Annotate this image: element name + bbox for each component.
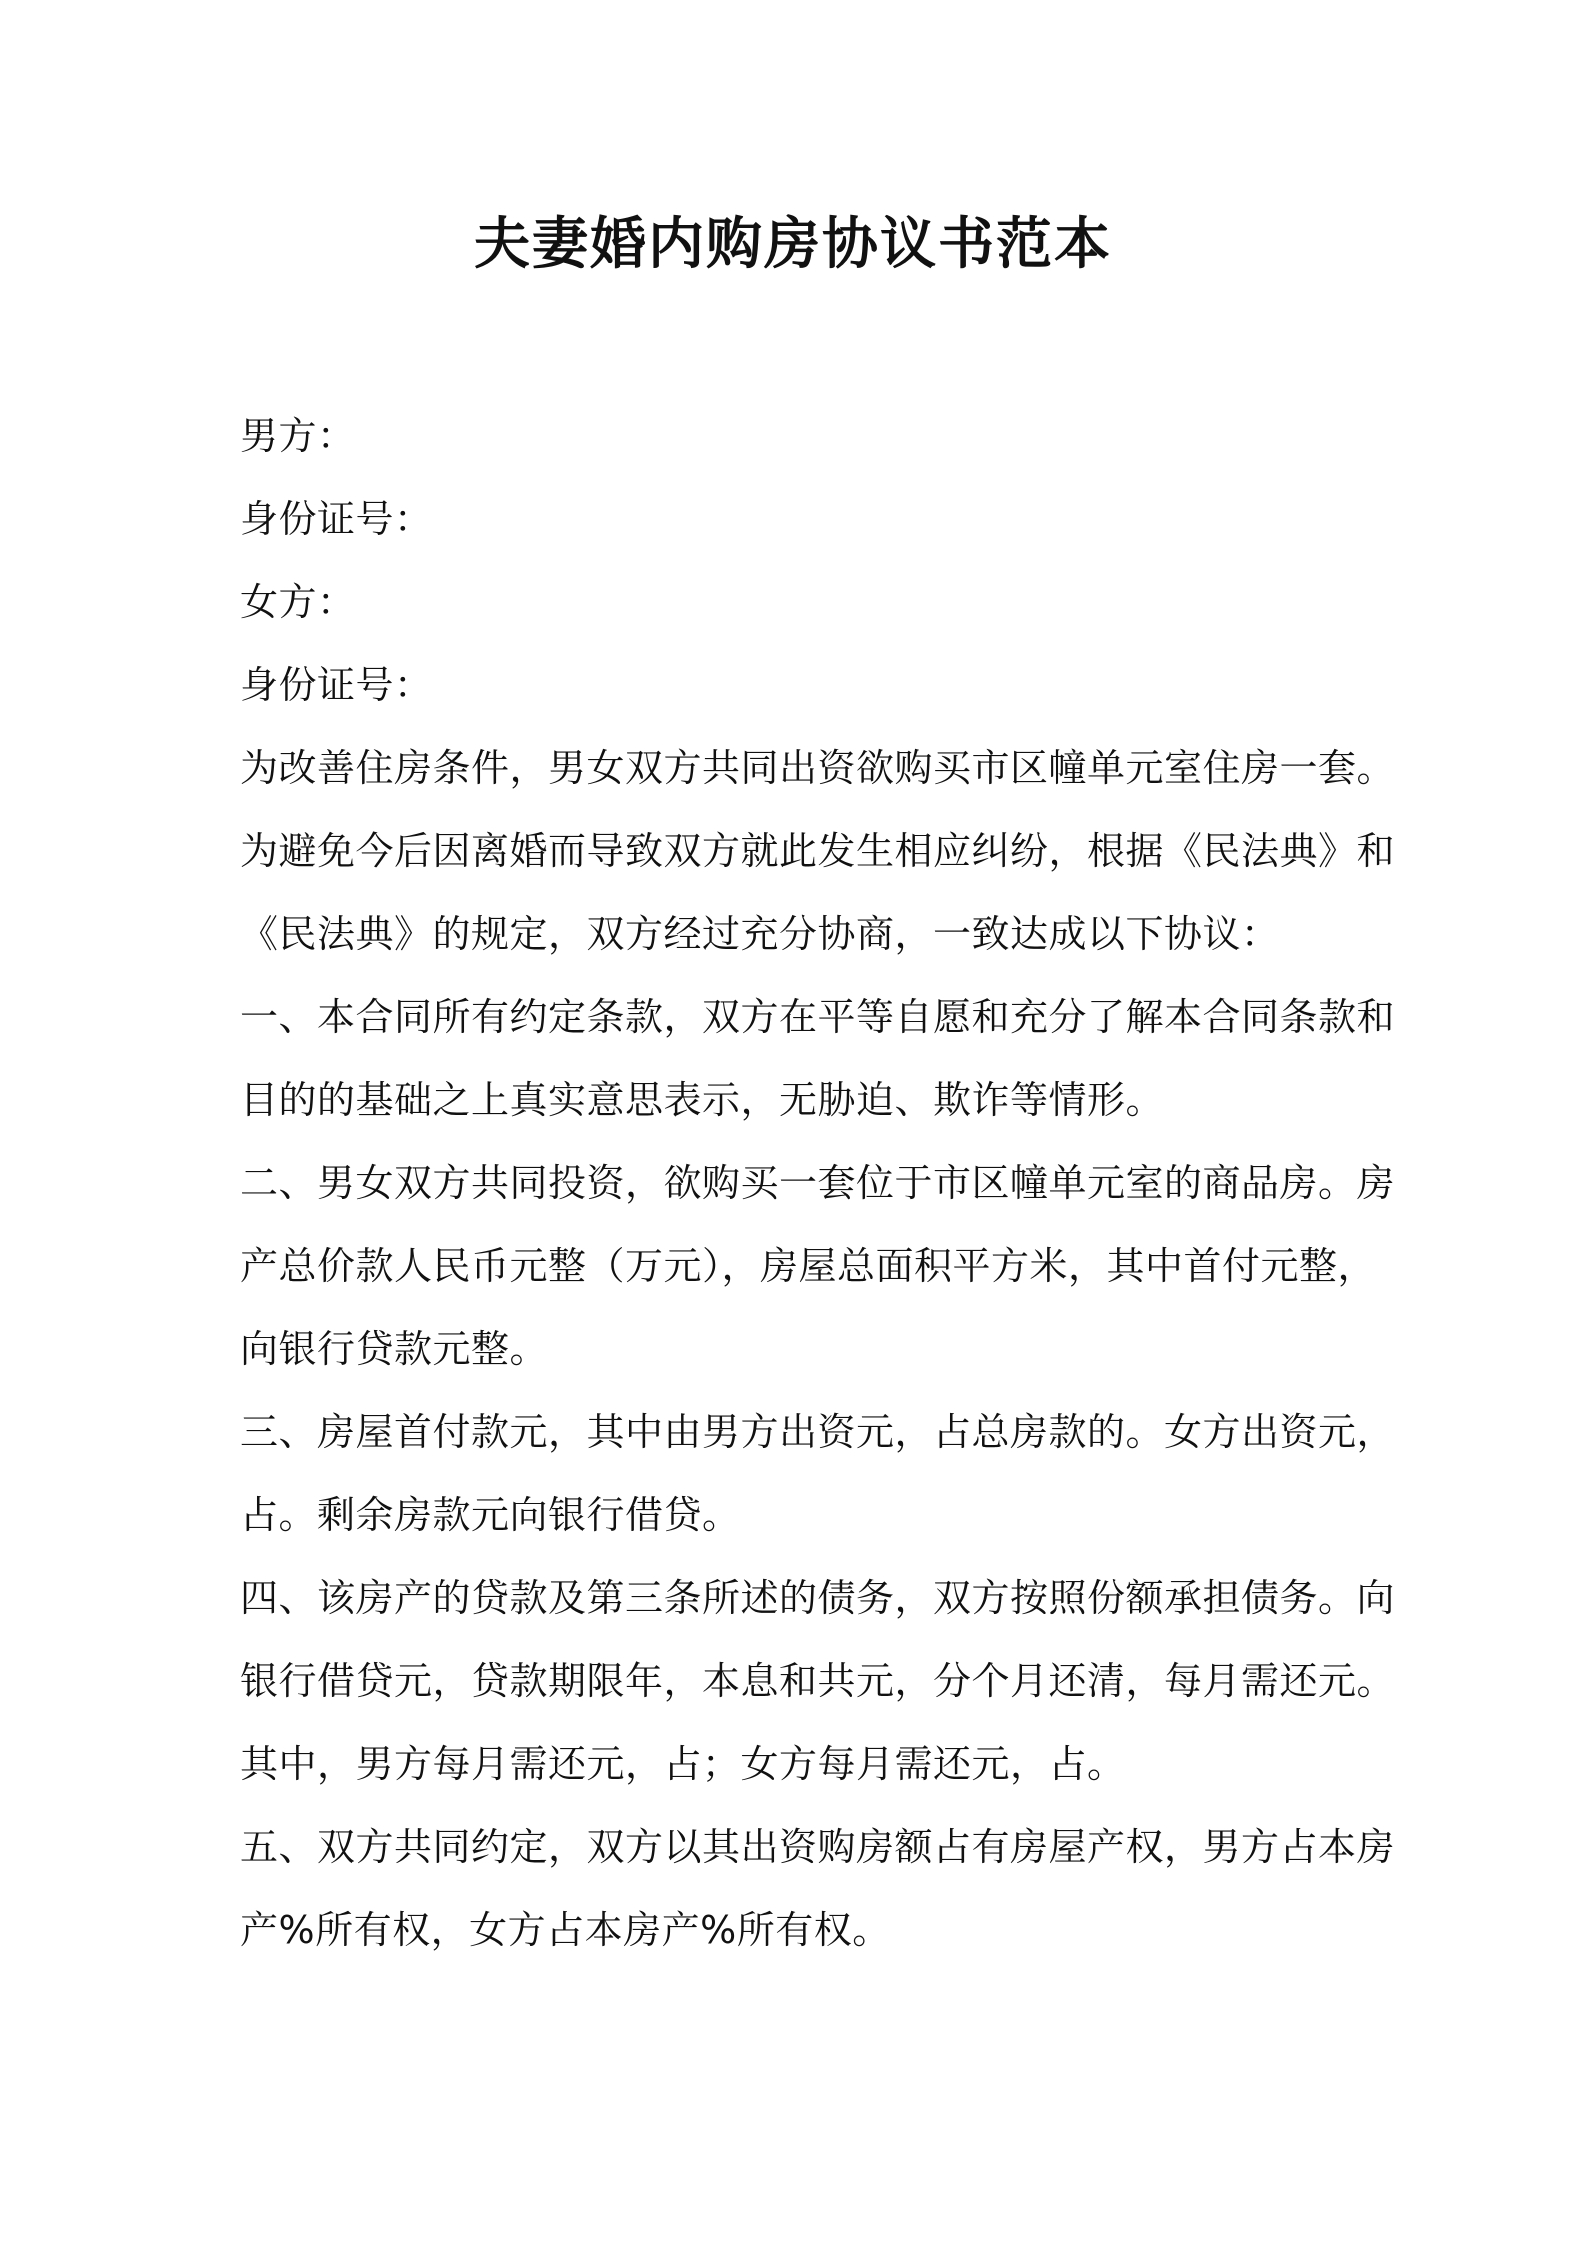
preamble-line: 《民法典》的规定，双方经过充分协商，一致达成以下协议： xyxy=(240,912,1280,956)
clause-2-line: 二、男女双方共同投资，欲购买一套位于市区幢单元室的商品房。房 xyxy=(240,1161,1396,1205)
clause-4-line: 四、该房产的贷款及第三条所述的债务，双方按照份额承担债务。向 xyxy=(240,1576,1396,1620)
document-body xyxy=(240,395,1396,1972)
clause-2-line: 产总价款人民币元整（万元），房屋总面积平方米，其中首付元整， xyxy=(240,1244,1377,1288)
male-party-line: 男方： xyxy=(240,414,356,458)
male-id-number-line: 身份证号： xyxy=(240,497,433,541)
female-id-number-line: 身份证号： xyxy=(240,663,433,707)
clause-3-line: 三、房屋首付款元，其中由男方出资元，占总房款的。女方出资元， xyxy=(240,1410,1396,1454)
clause-4-line: 银行借贷元，贷款期限年，本息和共元，分个月还清，每月需还元。 xyxy=(240,1659,1396,1703)
clause-1-line: 一、本合同所有约定条款，双方在平等自愿和充分了解本合同条款和 xyxy=(240,995,1396,1039)
preamble-line: 为改善住房条件，男女双方共同出资欲购买市区幢单元室住房一套。 xyxy=(240,746,1396,790)
clause-3-line: 占。剩余房款元向银行借贷。 xyxy=(240,1493,741,1537)
clause-4-line: 其中，男方每月需还元，占；女方每月需还元，占。 xyxy=(240,1742,1126,1786)
clause-2-line: 向银行贷款元整。 xyxy=(240,1327,549,1371)
female-party-line: 女方： xyxy=(240,580,356,624)
document-title: 夫妻婚内购房协议书范本 xyxy=(474,212,1112,277)
clause-5-line: 五、双方共同约定，双方以其出资购房额占有房屋产权，男方占本房 xyxy=(240,1825,1396,1869)
clause-5-line: 产%所有权，女方占本房产%所有权。 xyxy=(240,1908,891,1952)
preamble-line: 为避免今后因离婚而导致双方就此发生相应纠纷，根据《民法典》和 xyxy=(240,829,1396,873)
clause-1-line: 目的的基础之上真实意思表示，无胁迫、欺诈等情形。 xyxy=(240,1078,1165,1122)
